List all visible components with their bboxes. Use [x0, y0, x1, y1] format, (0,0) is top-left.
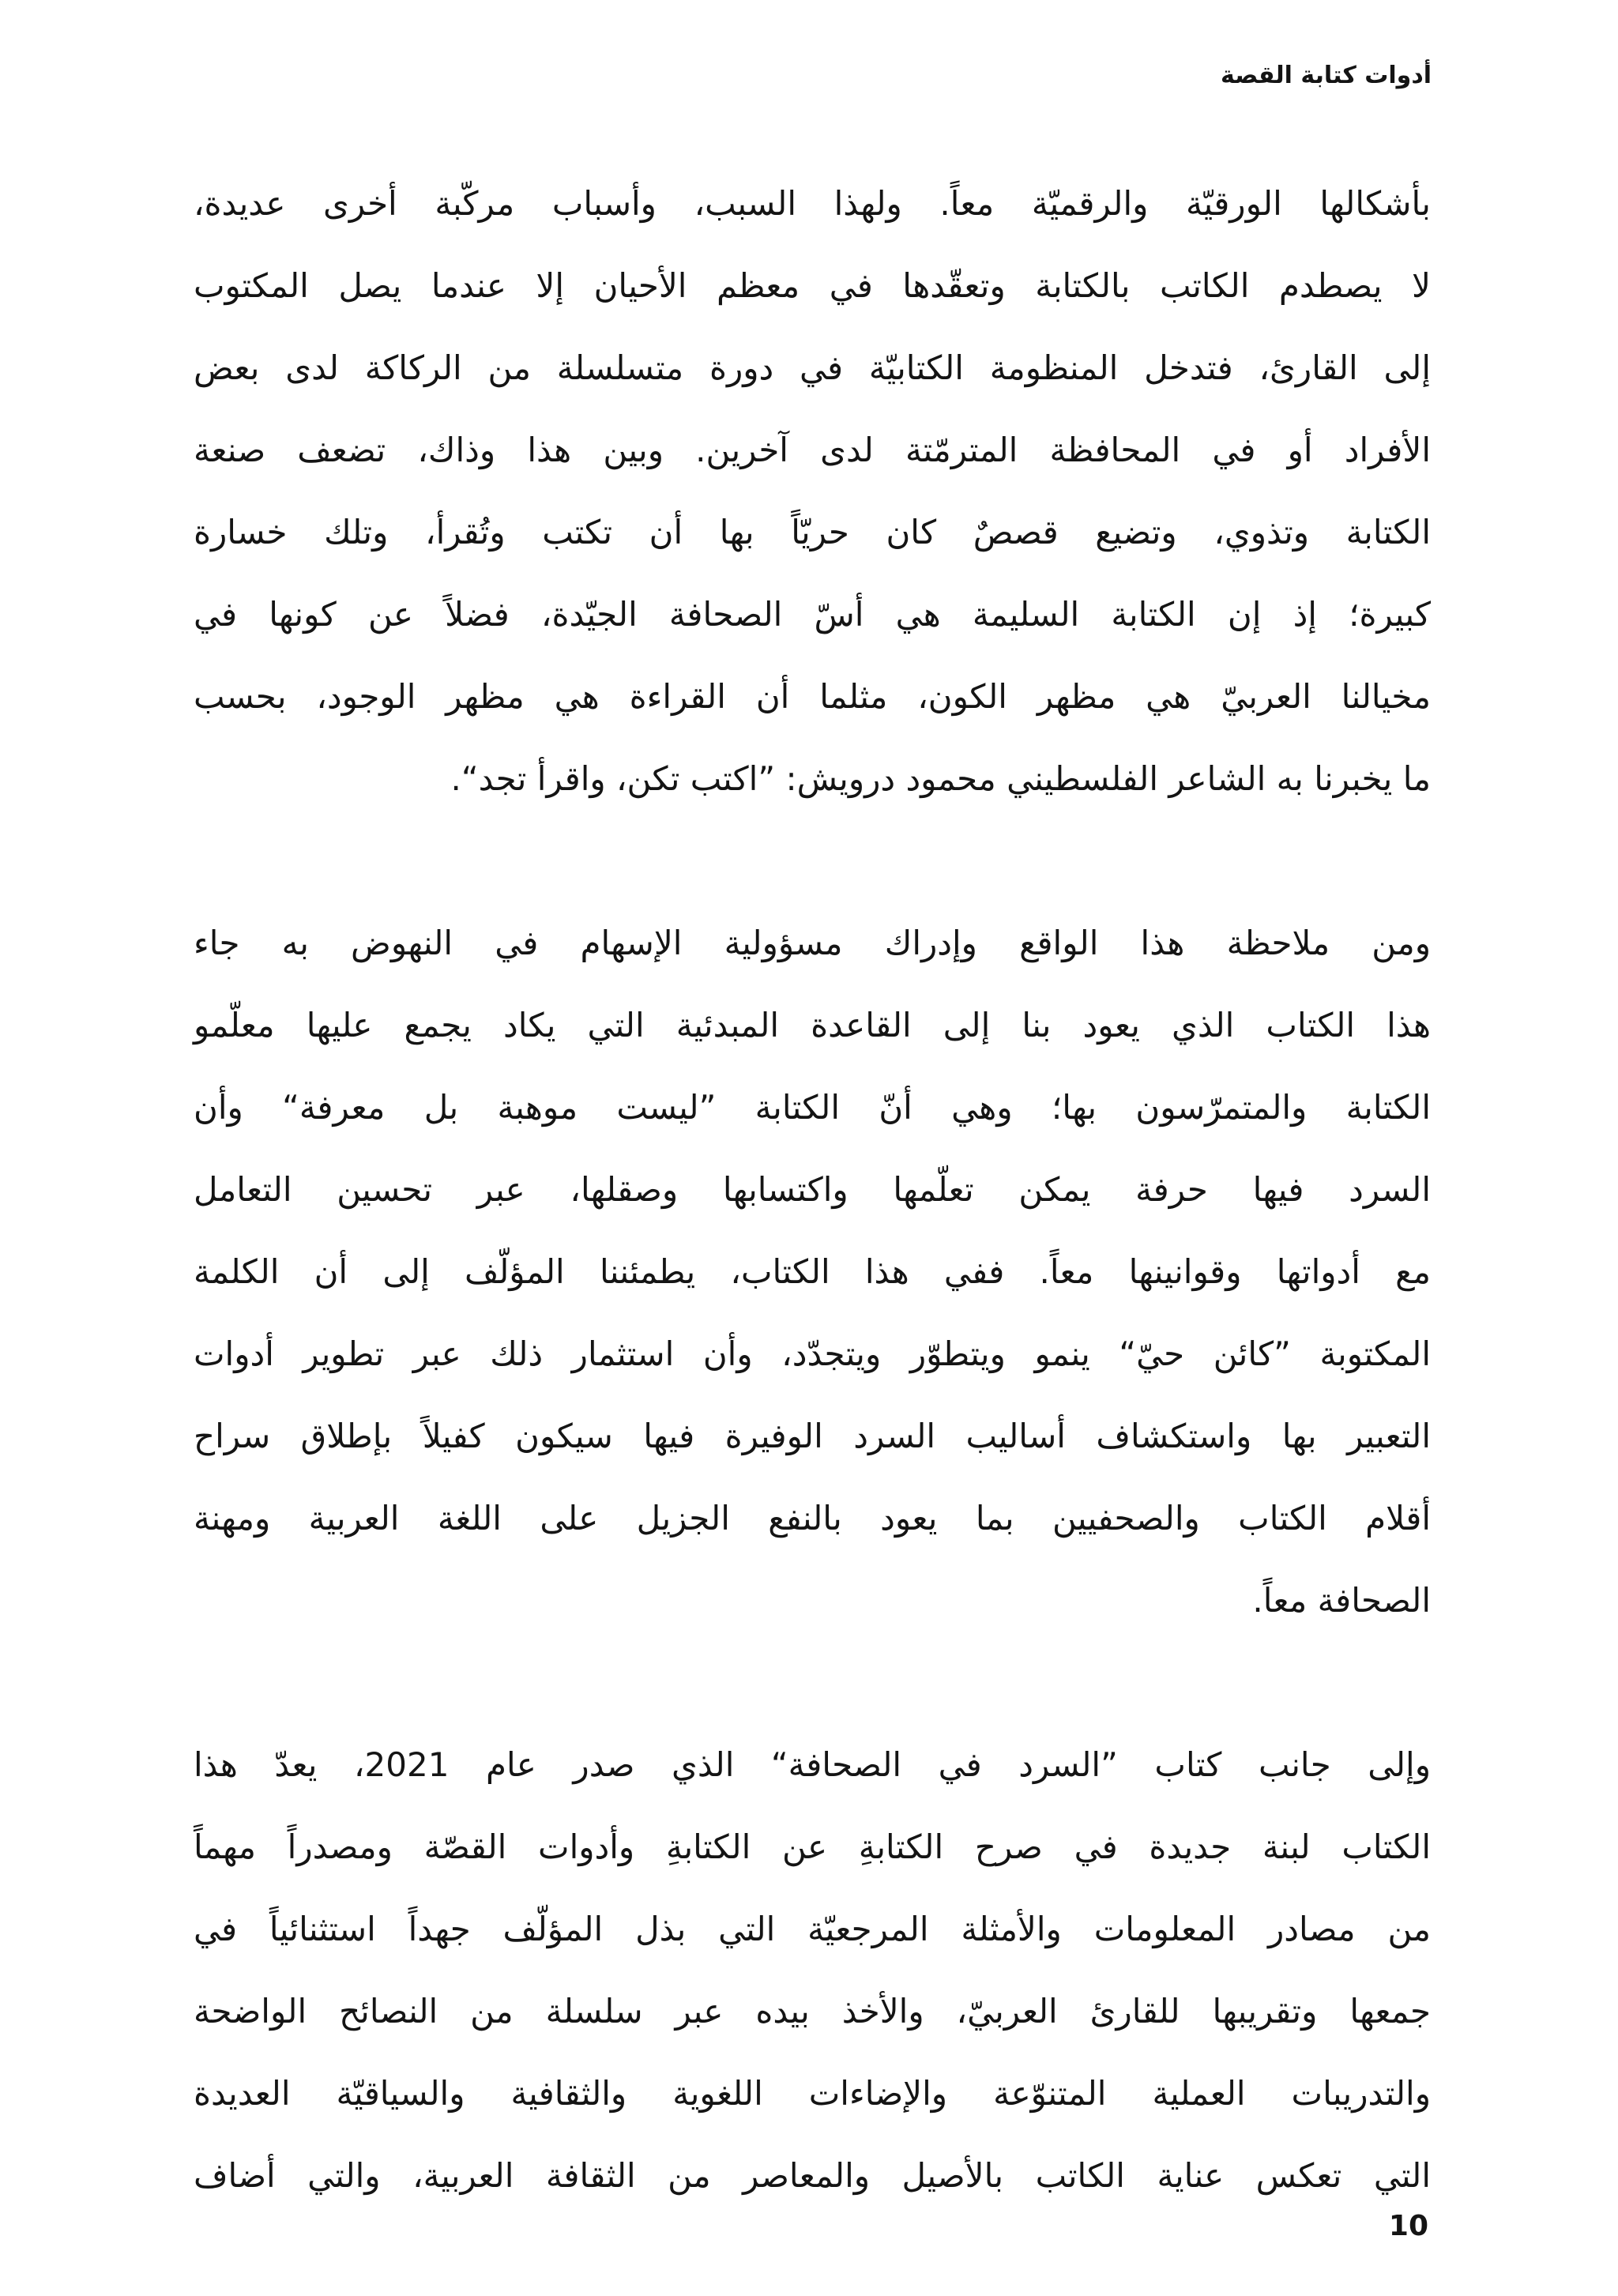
text-line: بأشكالها الورقيّة والرقميّة معاً. ولهذا السبب، وأسباب مركّبة أخرى عديدة،: [194, 184, 1431, 223]
text-line: الكتابة وتذوي، وتضيع قصصٌ كان حريّاً بها أن تكتب وتُقرأ، وتلك خسارة: [194, 513, 1431, 551]
text-line: أقلام الكتاب والصحفيين بما يعود بالنفع الجزيل على اللغة العربية ومهنة: [194, 1499, 1431, 1538]
paragraph-2: [194, 902, 1431, 1642]
text-line: جمعها وتقريبها للقارئ العربيّ، والأخذ بيده عبر سلسلة من النصائح الواضحة: [194, 1992, 1431, 2031]
paragraph-3: [194, 1724, 1431, 2217]
text-line: المكتوبة ”كائن حيّ“ ينمو ويتطوّر ويتجدّد، وأن استثمار ذلك عبر تطوير أدوات: [194, 1334, 1431, 1373]
paragraph-spacer: [194, 820, 1431, 902]
text-line: الأفراد أو في المحافظة المترمّتة لدى آخرين. وبين هذا وذاك، تضعف صنعة: [194, 431, 1431, 469]
text-line: الكتابة والمتمرّسون بها؛ وهي أنّ الكتابة ”ليست موهبة بل معرفة“ وأن: [194, 1088, 1431, 1127]
text-line: لا يصطدم الكاتب بالكتابة وتعقّدها في معظم الأحيان إلا عندما يصل المكتوب: [194, 266, 1431, 305]
text-line: من مصادر المعلومات والأمثلة المرجعيّة التي بذل المؤلّف جهداً استثنائياً في: [194, 1910, 1431, 1948]
page-number: 10: [1388, 2210, 1428, 2242]
text-line: التعبير بها واستكشاف أساليب السرد الوفيرة فيها سيكون كفيلاً بإطلاق سراح: [194, 1417, 1431, 1455]
text-line: مع أدواتها وقوانينها معاً. ففي هذا الكتاب، يطمئننا المؤلّف إلى أن الكلمة: [194, 1252, 1431, 1291]
text-line: والتدريبات العملية المتنوّعة والإضاءات اللغوية والثقافية والسياقيّة العديدة: [194, 2074, 1431, 2113]
text-line: مخيالنا العربيّ هي مظهر الكون، مثلما أن القراءة هي مظهر الوجود، بحسب: [194, 677, 1431, 716]
text-line: إلى القارئ، فتدخل المنظومة الكتابيّة في دورة متسلسلة من الركاكة لدى بعض: [194, 348, 1431, 387]
text-line: وإلى جانب كتاب ”السرد في الصحافة“ الذي صدر عام 2021، يعدّ هذا: [194, 1745, 1431, 1784]
body-text: [194, 163, 1431, 2217]
text-line: ومن ملاحظة هذا الواقع وإدراك مسؤولية الإسهام في النهوض به جاء: [194, 924, 1431, 962]
paragraph-spacer: [194, 1642, 1431, 1724]
text-line: كبيرة؛ إذ إن الكتابة السليمة هي أسّ الصحافة الجيّدة، فضلاً عن كونها في: [194, 595, 1431, 634]
paragraph-1: [194, 163, 1431, 820]
text-line: ما يخبرنا به الشاعر الفلسطيني محمود درويش: ”اكتب تكن، واقرأ تجد“.: [450, 759, 1431, 798]
text-line: الكتاب لبنة جديدة في صرح الكتابةِ عن الكتابةِ وأدوات القصّة ومصدراً مهماً: [194, 1827, 1431, 1866]
text-line: الصحافة معاً.: [1252, 1581, 1431, 1620]
text-line: السرد فيها حرفة يمكن تعلّمها واكتسابها وصقلها، عبر تحسين التعامل: [194, 1170, 1431, 1209]
text-line: هذا الكتاب الذي يعود بنا إلى القاعدة المبدئية التي يكاد يجمع عليها معلّمو: [194, 1006, 1431, 1044]
running-header-title: أدوات كتابة القصة: [1221, 62, 1432, 89]
text-line: التي تعكس عناية الكاتب بالأصيل والمعاصر من الثقافة العربية، والتي أضاف: [194, 2156, 1431, 2195]
